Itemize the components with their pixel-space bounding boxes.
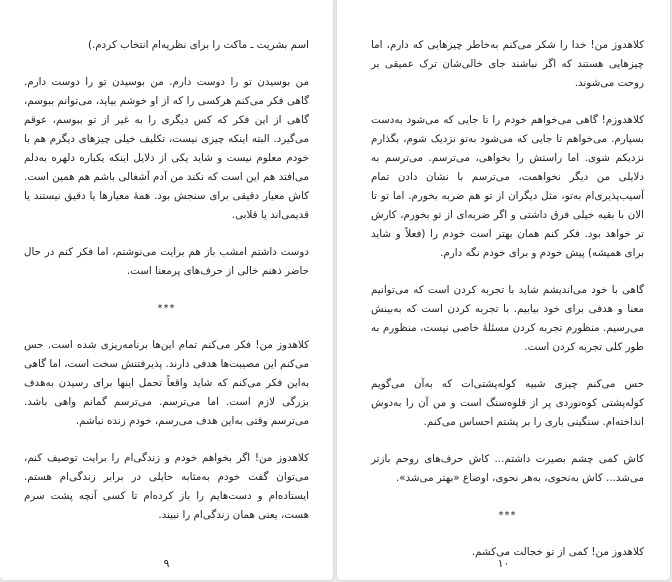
paragraph: کلاهدوز من! خدا را شکر می‌کنم به‌خاطر چیزهایی که دارم، اما چیزهایی هستند که اگر نباشند جای خالی‌شان ترک عمیقی بر روحت می‌شوند. [371, 39, 644, 89]
paragraph: کلاهدوز من! اگر بخواهم خودم و زندگی‌ام را برایت توصیف کنم، می‌توان گفت خودم به‌مثابه حایلی در برابر زندگی‌ام هستم. ایستاده‌ام و دست‌هایم را باز کرده‌ام تا کسی آنچه پشت سرم هست، یعنی همان زندگی‌ام را نبیند. [24, 452, 309, 521]
right-page [337, 0, 670, 580]
paragraph: کلاهدوزم! گاهی می‌خواهم خودم را تا جایی که می‌شود به‌دست بسپارم. می‌خواهم تا جایی که می‌شود به‌تو نزدیک شوم، بگذارم نزدیکم شوی. اما راستش را بخواهی، می‌ترسم. می‌ترسم به دلایلی من دیگر نخواهمت، می‌ترسم با نشان دادن تمام آسیب‌پذیری‌ام به‌تو، مثل دیگران از تو هم ضربه بخورم. اما تو تا الان با بقیه خیلی فرق داشتی و اگر ضربه‌ای از تو بخورم، کارش تر خواهد بود. فکر کنم همان بهتر است خودم را (فعلاً و شاید برای همیشه) پیش خودم و برای خودم نگه دارم. [371, 114, 644, 259]
paragraph: دوست داشتم امشب باز هم برایت می‌نوشتم، اما فکر کنم در حال حاضر ذهنم خالی از حرف‌های پرمعنا است. [24, 246, 309, 277]
paragraph: گاهی با خود می‌اندیشم شاید با تجربه کردن است که می‌توانیم معنا و هدفی برای خود بیابیم. با تجربه کردن است که به‌بینش می‌رسیم. منظورم تجربه کردن مسئلهٔ خاصی نیست، منظورم به طور کلی تجربه کردن است. [371, 284, 644, 353]
page-number: ۹ [163, 557, 170, 570]
section-separator: *** [157, 303, 176, 314]
paragraph: حس می‌کنم چیزی شبیه کوله‌پشتی‌ات که به‌آن می‌گویم کوله‌پشتی کوه‌نوردی پر از قلوه‌سنگ است و من آن را به‌دوش انداخته‌ام. سنگینی باری را بر پشتم احساس می‌کنم. [371, 378, 644, 428]
paragraph: کلاهدوز من! کمی از تو خجالت می‌کشم. [471, 546, 644, 558]
left-page-text [24, 36, 309, 543]
right-page-text [371, 36, 644, 580]
paragraph: کلاهدوز من! فکر می‌کنم تمام این‌ها برنامه‌ریزی شده است. حس می‌کنم این مصیبت‌ها هدفی دارند. پذیرفتنش سخت است، اما گاهی به‌این فکر می‌کنم که شاید واقعاً تحمل اینها برای رسیدن به‌هدف بزرگی لازم است. اما می‌ترسم. می‌ترسم گمانم واهی باشد. می‌ترسم وقتی به‌این هدف می‌رسم، خودم زنده نباشم. [24, 339, 309, 427]
section-separator: *** [498, 510, 517, 521]
paragraph: کاش کمی چشم بصیرت داشتم... کاش حرف‌های روحم بازتر می‌شد... کاش به‌نحوی، به‌هر نحوی، اوضاع «بهتر می‌شد». [371, 453, 644, 484]
page-number: ۱۰ [497, 557, 510, 570]
paragraph: من بوسیدن تو را دوست دارم. من بوسیدن تو را دوست دارم. گاهی فکر می‌کنم هرکسی را که از او خوشم بیاید، می‌توانم ببوسم، گاهی از این فکر که کس دیگری را به غیر از تو ببوسم، عوقم می‌گیرد. البته اینکه چیزی نیست، تکلیف خیلی چیزهای دیگرم هم با خودم معلوم نیست و شاید یکی از دلایل اینکه یکباره دلهره به‌دلم می‌افتد هم این است که نکند من آدم آشغالی باشم هم همین است. کاش معیار دقیقی برای سنجش بود. همهٔ معیارها یا دقیق نیستند یا قدیمی‌اند یا قلابی. [24, 76, 309, 221]
left-page [0, 0, 333, 580]
paragraph: اسم بشریت ـ ماکت را برای نظریه‌ام انتخاب کردم.) [88, 39, 309, 51]
